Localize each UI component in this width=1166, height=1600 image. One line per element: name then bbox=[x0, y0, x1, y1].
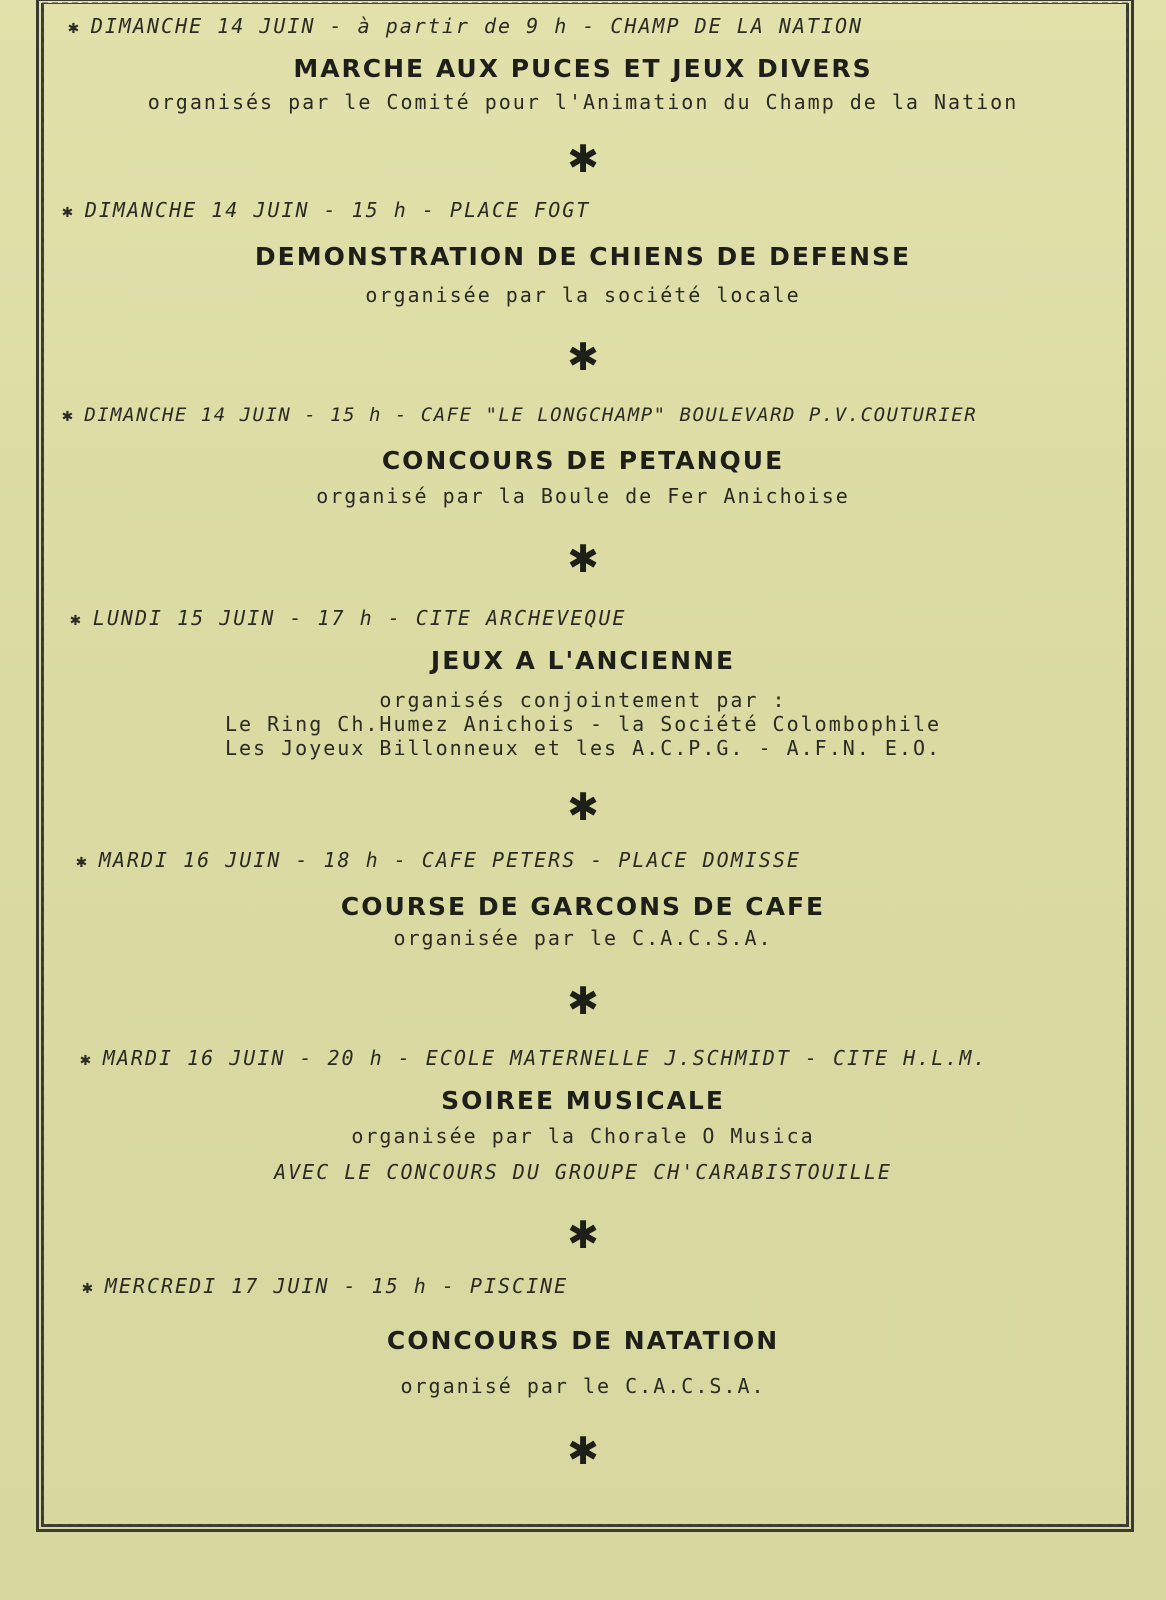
event-title: CONCOURS DE NATATION bbox=[386, 1326, 780, 1355]
event-organizer: organisée par le C.A.C.S.A. bbox=[393, 926, 773, 950]
bullet-icon: ✱ bbox=[82, 1277, 95, 1298]
event-organizer: organisés par le Comité pour l'Animation du Champ de la Nation bbox=[147, 90, 1019, 114]
event-title: CONCOURS DE PETANQUE bbox=[381, 446, 785, 475]
decorative-border bbox=[36, 0, 1134, 1532]
event-title: MARCHE AUX PUCES ET JEUX DIVERS bbox=[293, 54, 873, 83]
bullet-icon: ✱ bbox=[62, 405, 75, 426]
bullet-icon: ✱ bbox=[68, 17, 81, 38]
event-title: COURSE DE GARCONS DE CAFE bbox=[340, 892, 826, 921]
event-organizer-line: Le Ring Ch.Humez Anichois - la Société Colombophile bbox=[224, 712, 942, 736]
event-organizer: organisé par le C.A.C.S.A. bbox=[400, 1374, 766, 1398]
event-datetime: ✱ LUNDI 15 JUIN - 17 h - CITE ARCHEVEQUE bbox=[70, 606, 627, 630]
separator-star-icon: ✱ bbox=[567, 1429, 599, 1473]
event-datetime: ✱ MARDI 16 JUIN - 18 h - CAFE PETERS - PLACE DOMISSE bbox=[76, 848, 801, 872]
event-datetime: ✱ DIMANCHE 14 JUIN - 15 h - CAFE "LE LONGCHAMP" BOULEVARD P.V.COUTURIER bbox=[62, 404, 978, 426]
event-title: JEUX A L'ANCIENNE bbox=[430, 646, 736, 675]
bullet-icon: ✱ bbox=[80, 1049, 93, 1070]
separator-star-icon: ✱ bbox=[567, 785, 599, 829]
event-organizer: organisé par la Boule de Fer Anichoise bbox=[316, 484, 850, 508]
event-organizer-line: organisés conjointement par : bbox=[379, 688, 787, 712]
event-title: SOIREE MUSICALE bbox=[441, 1086, 725, 1115]
event-datetime: ✱ MARDI 16 JUIN - 20 h - ECOLE MATERNELLE J.SCHMIDT - CITE H.L.M. bbox=[80, 1046, 988, 1070]
separator-star-icon: ✱ bbox=[567, 1213, 599, 1257]
event-organizer: organisée par la Chorale O Musica bbox=[351, 1124, 815, 1148]
event-datetime: ✱ DIMANCHE 14 JUIN - 15 h - PLACE FOGT bbox=[62, 198, 591, 222]
event-organizer-line: Les Joyeux Billonneux et les A.C.P.G. - A.F.N. E.O. bbox=[224, 736, 942, 760]
separator-star-icon: ✱ bbox=[567, 335, 599, 379]
event-extra: AVEC LE CONCOURS DU GROUPE CH'CARABISTOUILLE bbox=[274, 1160, 892, 1184]
event-datetime: ✱ MERCREDI 17 JUIN - 15 h - PISCINE bbox=[82, 1274, 569, 1298]
event-datetime: ✱ DIMANCHE 14 JUIN - à partir de 9 h - CHAMP DE LA NATION bbox=[68, 14, 864, 38]
separator-star-icon: ✱ bbox=[567, 979, 599, 1023]
separator-star-icon: ✱ bbox=[567, 537, 599, 581]
event-organizer: organisée par la société locale bbox=[365, 283, 801, 307]
bullet-icon: ✱ bbox=[70, 609, 83, 630]
separator-star-icon: ✱ bbox=[567, 137, 599, 181]
event-title: DEMONSTRATION DE CHIENS DE DEFENSE bbox=[254, 242, 912, 271]
bullet-icon: ✱ bbox=[76, 851, 89, 872]
bullet-icon: ✱ bbox=[62, 201, 75, 222]
